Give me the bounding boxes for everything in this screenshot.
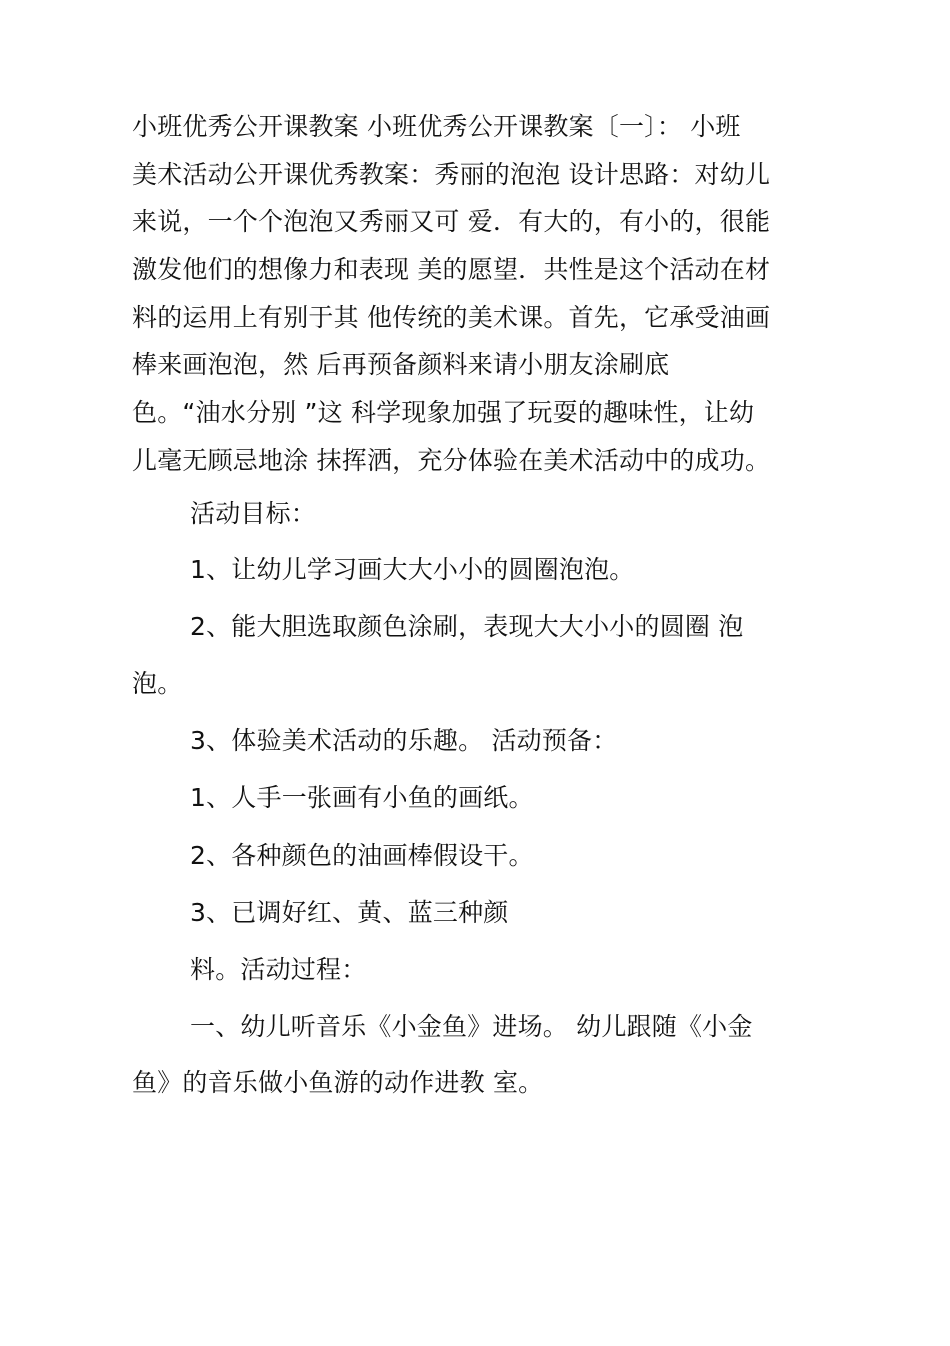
intro-line-3: 来说，一个个泡泡又秀丽又可 爱．有大的，有小的，很能 — [132, 207, 771, 236]
intro-line-4: 激发他们的想像力和表现 美的愿望．共性是这个活动在材 — [132, 255, 771, 284]
intro-line-1: 小班优秀公开课教案 小班优秀公开课教案〔一〕： 小班 — [132, 112, 741, 141]
prep-3: 3、已调好红、黄、蓝三种颜 — [190, 898, 509, 927]
intro-line-6: 棒来画泡泡，然 后再预备颜料来请小朋友涂刷底 — [132, 350, 670, 379]
goal-2-line-2: 泡。 — [132, 669, 183, 698]
goal-3-and-prep-heading: 3、体验美术活动的乐趣。 活动预备： — [190, 726, 618, 755]
process-1-line-2: 鱼》的音乐做小鱼游的动作进教 室。 — [132, 1068, 544, 1097]
intro-line-5: 料的运用上有别于其 他传统的美术课。首先，它承受油画 — [132, 303, 771, 332]
goal-2-line-1: 2、能大胆选取颜色涂刷，表现大大小小的圆圈 泡 — [190, 612, 744, 641]
intro-line-7: 色。“油水分别 ”这 科学现象加强了玩耍的趣味性，让幼 — [132, 398, 755, 427]
prep-3-continued: 料。活动过程： — [190, 955, 367, 984]
intro-line-2: 美术活动公开课优秀教案：秀丽的泡泡 设计思路：对幼儿 — [132, 160, 771, 189]
intro-line-8: 儿毫无顾忌地涂 抹挥洒，充分体验在美术活动中的成功。 — [132, 446, 771, 475]
prep-1: 1、人手一张画有小鱼的画纸。 — [190, 783, 534, 812]
goal-1: 1、让幼儿学习画大大小小的圆圈泡泡。 — [190, 555, 635, 584]
goals-heading: 活动目标： — [190, 499, 317, 528]
prep-2: 2、各种颜色的油画棒假设干。 — [190, 841, 534, 870]
process-1-line-1: 一、幼儿听音乐《小金鱼》进场。 幼儿跟随《小金 — [190, 1012, 753, 1041]
